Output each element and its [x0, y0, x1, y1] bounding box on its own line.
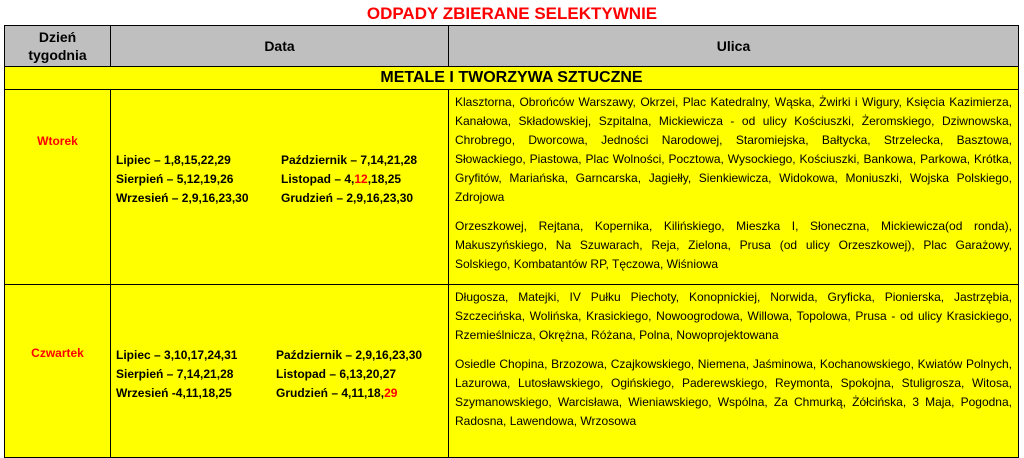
streets-paragraph: Klasztorna, Obrońców Warszawy, Okrzei, Plac Katedralny, Wąska, Żwirki i Wigury, Księcia Kazimierza, Kanałowa, Składowskiej, Szpitalna, Mickiewicza - od ulicy Kościuszki, Żeromskiego, Dziwnowska, Chrobrego, Dworcowa, Jedności Narodowej, Staromiejska, Bałtycka, Strzelecka, Basztowa, Słowackiego, Piastowa, Plac Wolności, Pocztowa, Wysockiego, Kościuszki, Bankowa, Parkowa, Krótka, Gryfitów, Mariańska, Garncarska, Jagiełły, Sienkiewicza, Widokowa, Moniuszki, Wojska Polskiego, Zdrojowa — [455, 95, 1012, 204]
header-day: Dzień tygodnia — [5, 26, 111, 67]
day-label: Wtorek — [37, 134, 78, 148]
dates-cell — [111, 90, 449, 285]
document-title: ODPADY ZBIERANE SELEKTYWNIE — [366, 4, 658, 23]
header-street: Ulica — [449, 26, 1019, 67]
day-label: Czwartek — [31, 346, 84, 360]
date-line: Lipiec – 1,8,15,22,29 — [116, 153, 231, 167]
dates-left — [116, 346, 237, 403]
streets-cell — [449, 285, 1019, 458]
collection-schedule-table — [4, 25, 1019, 458]
date-line: Wrzesień – 2,9,16,23,30 — [116, 191, 249, 205]
streets-paragraph: Orzeszkowej, Rejtana, Kopernika, Kilińskiego, Mieszka I, Słoneczna, Mickiewicza(od ronda), Makuszyńskiego, Na Szuwarach, Reja, Zielona, Prusa (od ulicy Orzeszkowej), Plac Garażowy, Solskiego, Kombatantów RP, Tęczowa, Wiśniowa — [455, 219, 1012, 271]
header-date: Data — [111, 26, 449, 67]
date-line: Sierpień – 5,12,19,26 — [116, 172, 234, 186]
section-row — [5, 67, 1019, 90]
date-line: Sierpień – 7,14,21,28 — [116, 367, 234, 381]
streets-cell — [449, 90, 1019, 285]
day-cell — [5, 90, 111, 285]
streets-paragraph: Długosza, Matejki, IV Pułku Piechoty, Konopnickiej, Norwida, Gryficka, Pionierska, Jastrzębia, Szczecińska, Wolińska, Krasickiego, Nowoogrodowa, Willowa, Topolowa, Prusa - od ulicy Krasickiego, Rzemieślnicza, Okrężna, Różana, Polna, Nowoprojektowana — [455, 290, 1012, 342]
streets-paragraph: Osiedle Chopina, Brzozowa, Czajkowskiego, Niemena, Jaśminowa, Kochanowskiego, Kwiatów Polnych, Lazurowa, Lutosławskiego, Ogińskiego, Paderewskiego, Reymonta, Spokojna, Stuligrosza, Witosa, Szymanowskiego, Warcisława, Wieniawskiego, Wspólna, Za Chmurką, Żółcińska, 3 Maja, Pogodna, Radosna, Lawendowa, Wrzosowa — [455, 357, 1012, 428]
header-row — [5, 26, 1019, 67]
streets-list — [449, 285, 1018, 431]
date-line: Grudzień – 4,11,18,29 — [276, 386, 398, 400]
dates-cell — [111, 285, 449, 458]
table-row — [5, 285, 1019, 458]
date-line: Listopad – 6,13,20,27 — [276, 367, 397, 381]
dates-left — [116, 151, 249, 208]
date-line: Listopad – 4,12,18,25 — [281, 172, 402, 186]
table-row — [5, 90, 1019, 285]
date-line: Październik – 2,9,16,23,30 — [276, 348, 423, 362]
dates-right — [281, 151, 417, 208]
date-line: Wrzesień -4,11,18,25 — [116, 386, 232, 400]
day-cell — [5, 285, 111, 458]
date-line: Październik – 7,14,21,28 — [281, 153, 418, 167]
date-line: Lipiec – 3,10,17,24,31 — [116, 348, 238, 362]
dates-right — [276, 346, 422, 403]
date-line: Grudzień – 2,9,16,23,30 — [281, 191, 414, 205]
section-title: METALE I TWORZYWA SZTUCZNE — [5, 67, 1019, 90]
streets-list — [449, 90, 1018, 274]
